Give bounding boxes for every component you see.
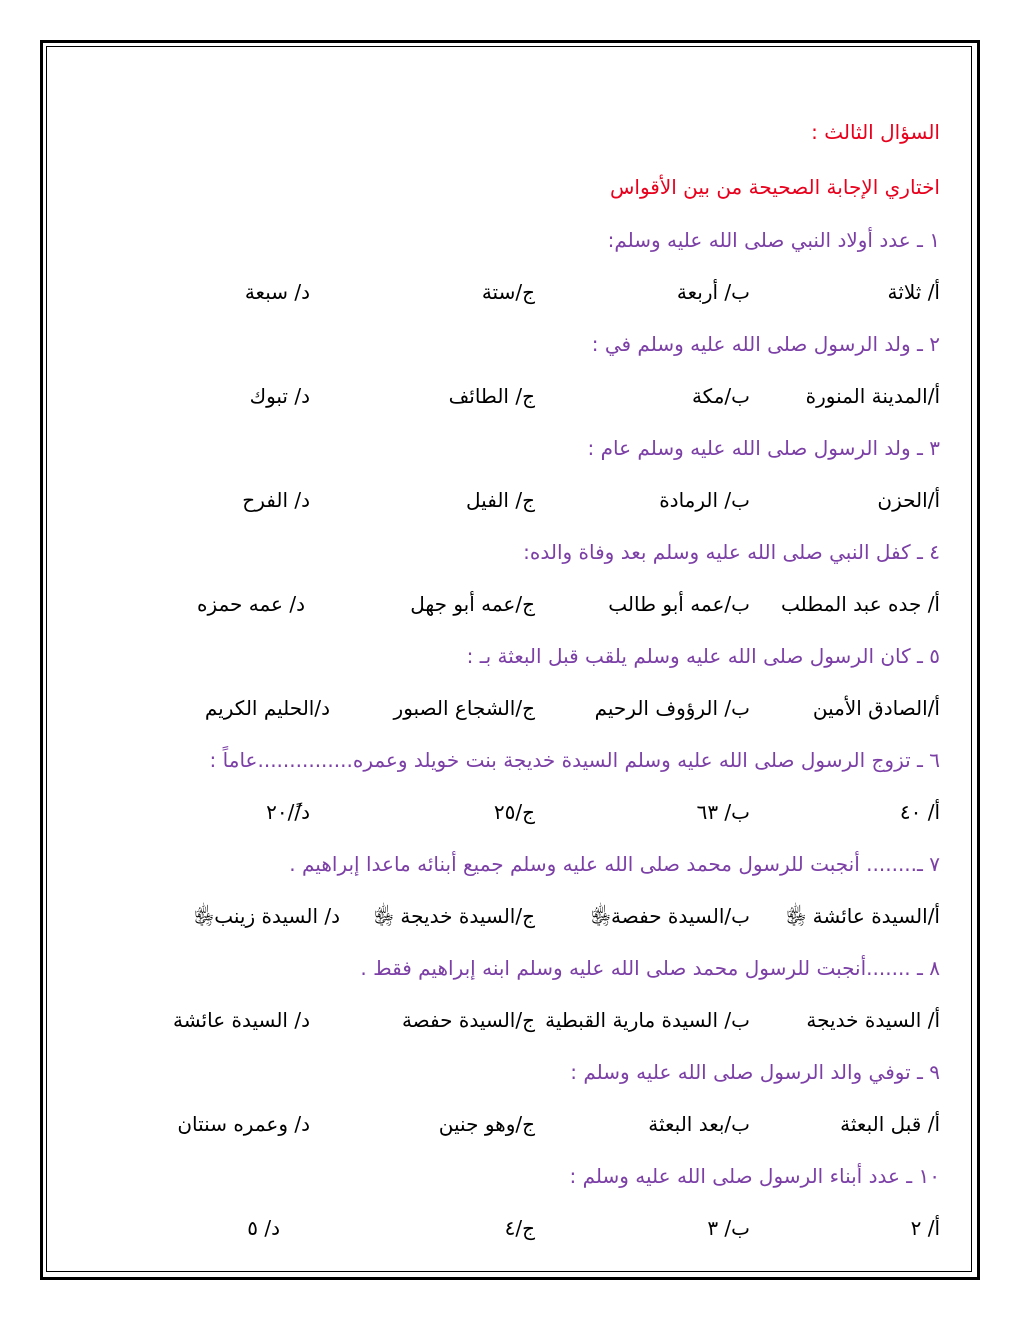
- option-c[interactable]: ج/ الفيل: [466, 488, 535, 512]
- question-7-options: [60, 904, 940, 932]
- question-5: ٥ ـ كان الرسول صلى الله عليه وسلم يلقب قبل البعثة بـ :: [466, 644, 940, 668]
- option-a[interactable]: أ/ ٤٠: [899, 800, 940, 824]
- question-10: ١٠ ـ عدد أبناء الرسول صلى الله عليه وسلم :: [569, 1164, 940, 1188]
- option-a[interactable]: أ/الحزن: [877, 488, 940, 512]
- option-a[interactable]: أ/ جده عبد المطلب: [780, 592, 940, 616]
- option-c[interactable]: ج/ستة: [481, 280, 535, 304]
- worksheet: [60, 0, 940, 1320]
- option-b[interactable]: ب/ ٣: [707, 1216, 750, 1240]
- question-2-options: [60, 384, 940, 412]
- option-d[interactable]: د/ تبوك: [249, 384, 310, 408]
- option-b[interactable]: ب/السيدة حفصة﵂: [590, 904, 750, 928]
- option-d[interactable]: د/ السيدة زينب﵂: [194, 904, 340, 928]
- option-d[interactable]: د/ وعمره سنتان: [177, 1112, 310, 1136]
- question-3: ٣ ـ ولد الرسول صلى الله عليه وسلم عام :: [587, 436, 940, 460]
- option-d[interactable]: د/ عمه حمزه: [196, 592, 305, 616]
- option-d[interactable]: د/الحليم الكريم: [204, 696, 330, 720]
- option-c[interactable]: ج/الشجاع الصبور: [393, 696, 535, 720]
- question-4: ٤ ـ كفل النبي صلى الله عليه وسلم بعد وفاة والده:: [523, 540, 940, 564]
- option-d[interactable]: د/ الفرح: [242, 488, 310, 512]
- question-9: ٩ ـ توفي والد الرسول صلى الله عليه وسلم :: [570, 1060, 940, 1084]
- question-10-options: [60, 1216, 940, 1244]
- option-b[interactable]: ب/ الرمادة: [659, 488, 750, 512]
- option-c[interactable]: ج/السيدة حفصة: [401, 1008, 535, 1032]
- option-c[interactable]: ج/٤: [504, 1216, 535, 1240]
- section-title: السؤال الثالث :: [811, 120, 940, 144]
- option-b[interactable]: ب/ أربعة: [676, 280, 750, 304]
- option-a[interactable]: أ/ ٢: [910, 1216, 940, 1240]
- question-5-options: [60, 696, 940, 724]
- question-1: ١ ـ عدد أولاد النبي صلى الله عليه وسلم:: [607, 228, 940, 252]
- instruction: اختاري الإجابة الصحيحة من بين الأقواس: [609, 175, 940, 199]
- option-a[interactable]: أ/السيدة عائشة ﵂: [786, 904, 940, 928]
- question-8: ٨ ـ .......أنجبت للرسول محمد صلى الله عليه وسلم ابنه إبراهيم فقط .: [360, 956, 940, 980]
- option-c[interactable]: ج/٢٥: [493, 800, 535, 824]
- option-a[interactable]: أ/المدينة المنورة: [805, 384, 940, 408]
- option-b[interactable]: ب/بعد البعثة: [648, 1112, 750, 1136]
- option-b[interactable]: ب/مكة: [691, 384, 750, 408]
- option-c[interactable]: ج/السيدة خديجة ﵂: [373, 904, 535, 928]
- question-6-options: [60, 800, 940, 828]
- question-1-options: [60, 280, 940, 308]
- option-b[interactable]: ب/ ٦٣: [696, 800, 750, 824]
- option-b[interactable]: ب/ الرؤوف الرحيم: [594, 696, 750, 720]
- option-d[interactable]: د/ السيدة عائشة: [172, 1008, 310, 1032]
- option-a[interactable]: أ/ السيدة خديجة: [806, 1008, 940, 1032]
- question-4-options: [60, 592, 940, 620]
- option-c[interactable]: ج/ الطائف: [448, 384, 535, 408]
- question-9-options: [60, 1112, 940, 1140]
- option-d[interactable]: د/ً/٢٠: [266, 800, 310, 824]
- question-8-options: [60, 1008, 940, 1036]
- option-d[interactable]: د/ سبعة: [244, 280, 310, 304]
- question-6: ٦ ـ تزوج الرسول صلى الله عليه وسلم السيدة خديجة بنت خويلد وعمره...............عاماً :: [209, 748, 940, 772]
- question-7: ٧ ـ........ أنجبت للرسول محمد صلى الله عليه وسلم جميع أبنائه ماعدا إبراهيم .: [289, 852, 940, 876]
- question-3-options: [60, 488, 940, 516]
- option-d[interactable]: د/ ٥: [247, 1216, 280, 1240]
- option-c[interactable]: ج/وهو جنين: [438, 1112, 535, 1136]
- option-b[interactable]: ب/عمه أبو طالب: [608, 592, 750, 616]
- option-a[interactable]: أ/ قبل البعثة: [840, 1112, 940, 1136]
- option-c[interactable]: ج/عمه أبو جهل: [410, 592, 535, 616]
- question-2: ٢ ـ ولد الرسول صلى الله عليه وسلم في :: [591, 332, 940, 356]
- option-b[interactable]: ب/ السيدة مارية القبطية: [545, 1008, 750, 1032]
- option-a[interactable]: أ/الصادق الأمين: [812, 696, 940, 720]
- option-a[interactable]: أ/ ثلاثة: [887, 280, 940, 304]
